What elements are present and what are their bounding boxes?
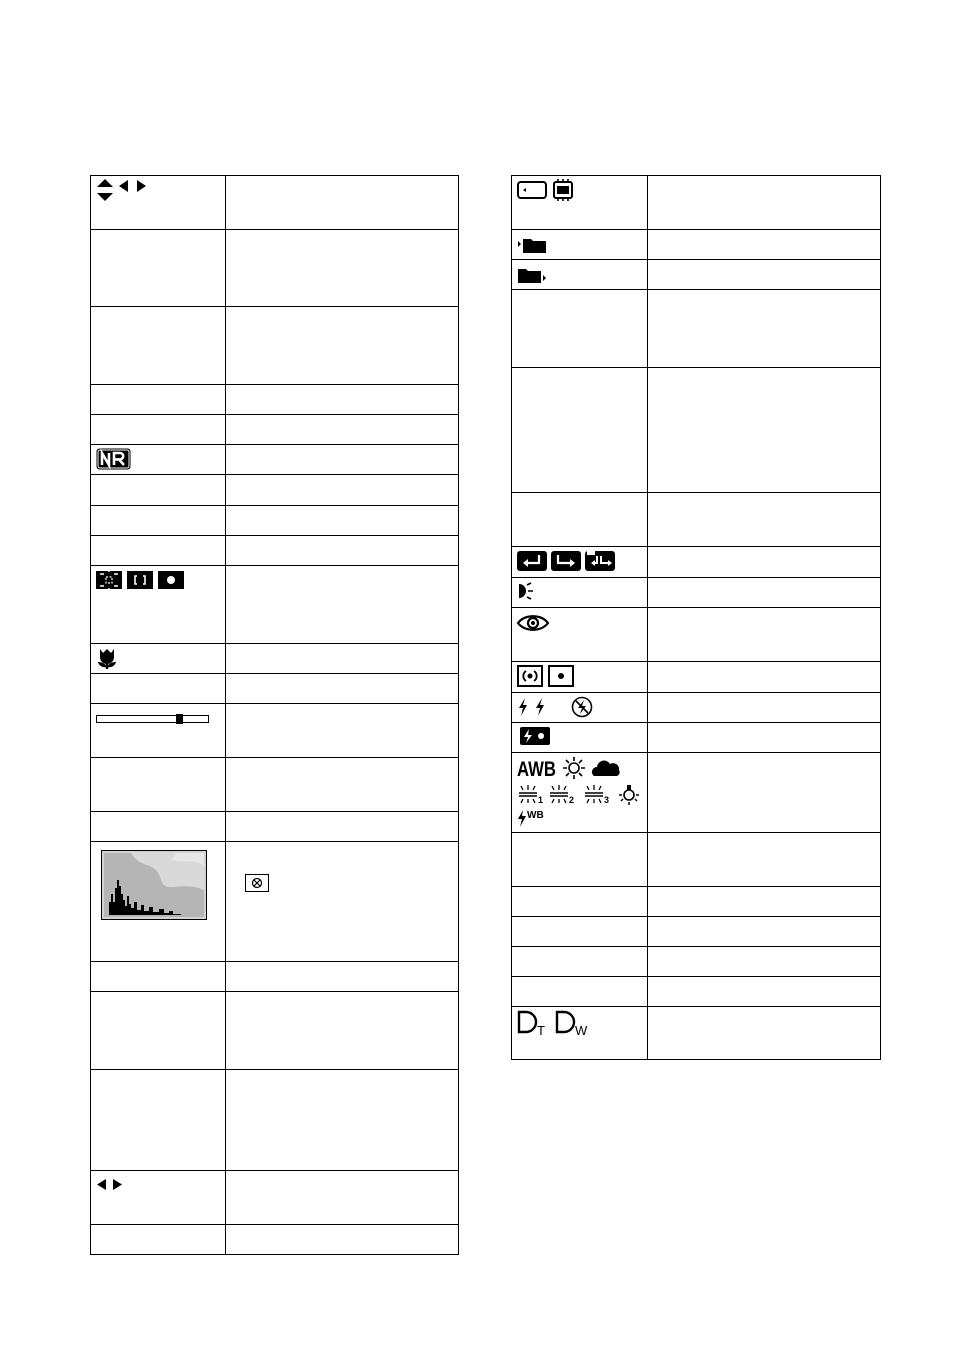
indicator-cell (91, 415, 226, 445)
svg-text:1: 1 (538, 795, 544, 805)
indicator-cell (91, 230, 226, 307)
table-row (512, 230, 881, 260)
table-row (512, 260, 881, 290)
center-weighted-metering-icon (517, 665, 543, 687)
indicator-cell (512, 368, 648, 493)
indicator-cell (512, 662, 648, 693)
table-row (91, 842, 459, 962)
indicator-cell (512, 693, 648, 723)
table-row (512, 833, 881, 887)
table-row (91, 385, 459, 415)
svg-text:WB: WB (527, 810, 544, 821)
description-cell (226, 445, 459, 475)
description-cell (648, 917, 881, 947)
table-row (512, 753, 881, 833)
table-row (91, 758, 459, 812)
description-cell (226, 992, 459, 1070)
indicator-cell (91, 307, 226, 385)
awb-icon (517, 757, 557, 779)
indicator-cell (91, 962, 226, 992)
fluorescent-1-icon (517, 784, 545, 804)
table-row (91, 415, 459, 445)
description-cell (226, 812, 459, 842)
description-cell (226, 176, 459, 230)
indicator-cell (512, 230, 648, 260)
indicator-cell (91, 475, 226, 506)
description-cell (648, 578, 881, 608)
table-row (91, 445, 459, 475)
center-af-frame-icon (127, 569, 153, 591)
indicator-cell (512, 578, 648, 608)
indicator-cell (512, 753, 648, 833)
recording-folder-icon (517, 236, 547, 254)
red-eye-reduction-icon (517, 614, 549, 632)
indicator-cell (512, 547, 648, 578)
svg-text:3: 3 (604, 795, 610, 805)
indicator-cell (91, 758, 226, 812)
indicator-cell (91, 385, 226, 415)
description-cell (226, 842, 459, 962)
description-cell (226, 704, 459, 758)
fluorescent-2-icon (548, 784, 576, 804)
indicator-cell (512, 290, 648, 368)
description-cell (648, 608, 881, 662)
flash-forced-icon (534, 697, 546, 717)
description-cell (226, 385, 459, 415)
incandescent-icon (616, 783, 642, 805)
table-row (512, 693, 881, 723)
memory-stick-icon (517, 180, 547, 200)
up-down-arrows-icon (96, 178, 114, 202)
description-cell (648, 947, 881, 977)
macro-tulip-icon (96, 647, 118, 669)
right-indicator-table (511, 175, 881, 1060)
zoom-wide-icon (555, 1010, 591, 1036)
left-right-arrows-icon (118, 179, 148, 193)
indicator-cell (512, 176, 648, 230)
table-row (91, 812, 459, 842)
description-cell (226, 475, 459, 506)
zoom-scaling-bar-icon (96, 714, 210, 724)
indicator-cell (91, 445, 226, 475)
table-row (91, 644, 459, 674)
flash-charging-icon (520, 726, 550, 746)
indicator-cell (512, 887, 648, 917)
multi-af-frame-icon (96, 569, 122, 591)
table-row (91, 566, 459, 644)
table-row (512, 917, 881, 947)
table-row (91, 475, 459, 506)
af-illuminator-icon (517, 581, 537, 601)
description-cell (648, 493, 881, 547)
description-cell (226, 758, 459, 812)
table-row (91, 307, 459, 385)
description-cell (648, 260, 881, 290)
indicator-cell (512, 1007, 648, 1060)
table-row (512, 977, 881, 1007)
spot-metering-icon (548, 665, 574, 687)
zoom-tele-icon (517, 1010, 549, 1036)
burst-mode-icon (551, 550, 581, 572)
description-cell (648, 833, 881, 887)
indicator-cell (91, 1070, 226, 1171)
indicator-cell (91, 506, 226, 536)
table-row (512, 547, 881, 578)
description-cell (226, 1171, 459, 1225)
description-cell (226, 644, 459, 674)
indicator-cell (512, 608, 648, 662)
table-row (91, 992, 459, 1070)
description-cell (648, 753, 881, 833)
indicator-cell (512, 917, 648, 947)
histogram-icon (101, 850, 207, 920)
indicator-cell (91, 566, 226, 644)
table-row (91, 1070, 459, 1171)
svg-text:T: T (537, 1023, 545, 1038)
table-row (91, 536, 459, 566)
description-cell (226, 674, 459, 704)
description-cell (648, 290, 881, 368)
table-row (91, 962, 459, 992)
table-row (512, 578, 881, 608)
indicator-cell (512, 493, 648, 547)
indicator-cell (91, 644, 226, 674)
svg-text:2: 2 (569, 795, 575, 805)
table-row (512, 608, 881, 662)
left-indicator-table (90, 175, 459, 1255)
indicator-cell (91, 674, 226, 704)
flash-wb-icon (517, 808, 545, 828)
indicator-cell (512, 260, 648, 290)
description-cell (648, 977, 881, 1007)
table-row (512, 723, 881, 753)
indicator-cell (91, 1171, 226, 1225)
description-cell (648, 1007, 881, 1060)
indicator-cell (91, 812, 226, 842)
table-row (512, 662, 881, 693)
table-row (512, 947, 881, 977)
description-cell (648, 547, 881, 578)
indicator-cell (91, 1225, 226, 1255)
indicator-cell (91, 992, 226, 1070)
playback-folder-icon (517, 266, 547, 284)
indicator-cell (512, 833, 648, 887)
description-cell (226, 536, 459, 566)
description-cell (648, 230, 881, 260)
description-cell (226, 415, 459, 445)
description-cell (226, 1225, 459, 1255)
table-row (91, 1225, 459, 1255)
cloudy-icon (591, 758, 621, 778)
table-row (512, 493, 881, 547)
single-mode-icon (517, 550, 547, 572)
spot-af-icon (158, 569, 184, 591)
internal-memory-icon (551, 179, 575, 201)
flash-off-icon (571, 696, 593, 718)
multi-burst-icon (585, 550, 615, 572)
table-row (512, 1007, 881, 1060)
description-cell (226, 566, 459, 644)
table-row (91, 506, 459, 536)
description-cell (226, 506, 459, 536)
description-cell (226, 307, 459, 385)
table-row (512, 290, 881, 368)
table-row (91, 230, 459, 307)
histogram-off-icon (245, 874, 269, 892)
description-cell (648, 176, 881, 230)
indicator-cell (512, 977, 648, 1007)
flash-auto-icon (517, 697, 529, 717)
description-cell (648, 723, 881, 753)
description-cell (648, 887, 881, 917)
indicator-cell (91, 842, 226, 962)
description-cell (226, 962, 459, 992)
description-cell (648, 693, 881, 723)
indicator-cell (91, 536, 226, 566)
table-row (91, 704, 459, 758)
daylight-icon (562, 756, 586, 780)
table-row (512, 176, 881, 230)
svg-text:AWB: AWB (517, 758, 556, 781)
nr-badge-icon (96, 448, 131, 470)
table-row (91, 176, 459, 230)
description-cell (226, 230, 459, 307)
table-row (91, 1171, 459, 1225)
indicator-cell (91, 176, 226, 230)
table-row (512, 368, 881, 493)
indicator-cell (512, 723, 648, 753)
left-right-arrows-icon (96, 1178, 124, 1191)
table-row (512, 887, 881, 917)
fluorescent-3-icon (583, 784, 613, 804)
indicator-cell (512, 947, 648, 977)
svg-text:W: W (575, 1023, 588, 1038)
description-cell (226, 1070, 459, 1171)
table-row (91, 674, 459, 704)
description-cell (648, 368, 881, 493)
indicator-cell (91, 704, 226, 758)
description-cell (648, 662, 881, 693)
